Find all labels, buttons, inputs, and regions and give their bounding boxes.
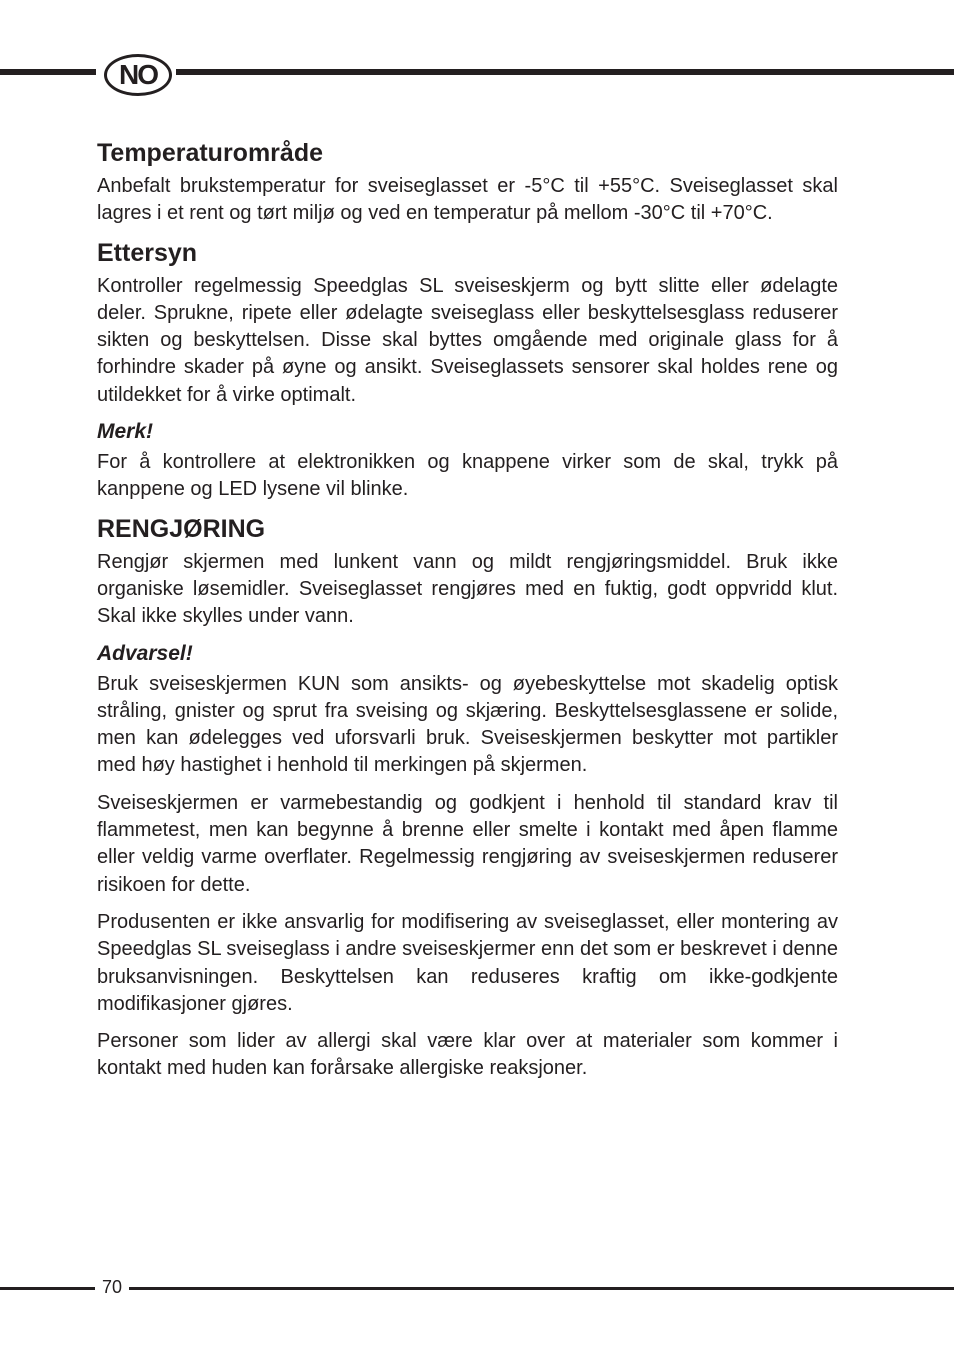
document-body [97, 138, 838, 1093]
warning-paragraph: Personer som lider av allergi skal være klar over at materialer som kommer i kontakt med huden kan forårsake allergiske reaksjoner. [97, 1030, 838, 1080]
section-inspection [97, 238, 838, 504]
paragraph: Kontroller regelmessig Speedglas SL sveiseskjerm og bytt slitte eller ødelagte deler. Sprukne, ripete eller ødelagte sveiseglass eller beskyttelsesglass reduserer sikten og beskyttelsen. Disse skal byttes omgående med originale glass for å forhindre skader på øyne og ansikt. Sveiseglassets sensorer skal holdes rene og utildekket for å virke optimalt. [97, 274, 838, 406]
section-heading: Temperaturområde [97, 139, 323, 167]
note-heading: Merk! [97, 420, 154, 444]
footer-rule-left [0, 1287, 95, 1290]
warning-paragraph: Sveiseskjermen er varmebestandig og godkjent i henhold til standard krav til flammetest, men kan begynne å brenne eller smelte i kontakt med åpen flamme eller veldig varme overflater. Regelmessig rengjøring av sveiseskjermen reduserer risikoen for dette. [97, 791, 838, 896]
section-heading: Ettersyn [97, 238, 198, 267]
footer-rule-right [129, 1287, 954, 1290]
language-badge [104, 54, 172, 96]
section-cleaning [97, 514, 838, 1083]
section-temperature-range [97, 138, 838, 228]
header-rule-right [176, 69, 954, 75]
warning-paragraph: Bruk sveiseskjermen KUN som ansikts- og øyebeskyttelse mot skadelig optisk stråling, gnister og sprut fra sveising og skjæring. Beskyttelsesglassene er solide, men kan ødelegges ved uforsvarli bruk. Sveiseskjermen beskytter mot partikler med høy hastighet i henhold til merkingen på skjermen. [97, 672, 838, 777]
page-number: 70 [102, 1277, 123, 1297]
note-paragraph: For å kontrollere at elektronikken og knappene virker som de skal, trykk på kanppene og LED lysene vil blinke. [97, 451, 838, 501]
header-rule-left [0, 69, 96, 75]
warning-heading: Advarsel! [97, 641, 193, 665]
paragraph: Anbefalt brukstemperatur for sveiseglasset er -5°C til +55°C. Sveiseglasset skal lagres i et rent og tørt miljø og ved en temperatur på mellom -30°C til +70°C. [97, 175, 838, 225]
language-code: NO [119, 59, 157, 90]
paragraph: Rengjør skjermen med lunkent vann og mildt rengjøringsmiddel. Bruk ikke organiske løsemidler. Sveiseglasset rengjøres med en fuktig, godt oppvridd klut. Skal ikke skylles under vann. [97, 550, 838, 628]
warning-paragraph: Produsenten er ikke ansvarlig for modifisering av sveiseglasset, eller montering av Speedglas SL sveiseglass i andre sveiseskjermer enn det som er beskrevet i denne bruksanvisningen. Beskyttelsen kan reduseres kraftig om ikke-godkjente modifikasjoner gjøres. [97, 910, 838, 1015]
section-heading: RENGJØRING [97, 514, 266, 543]
